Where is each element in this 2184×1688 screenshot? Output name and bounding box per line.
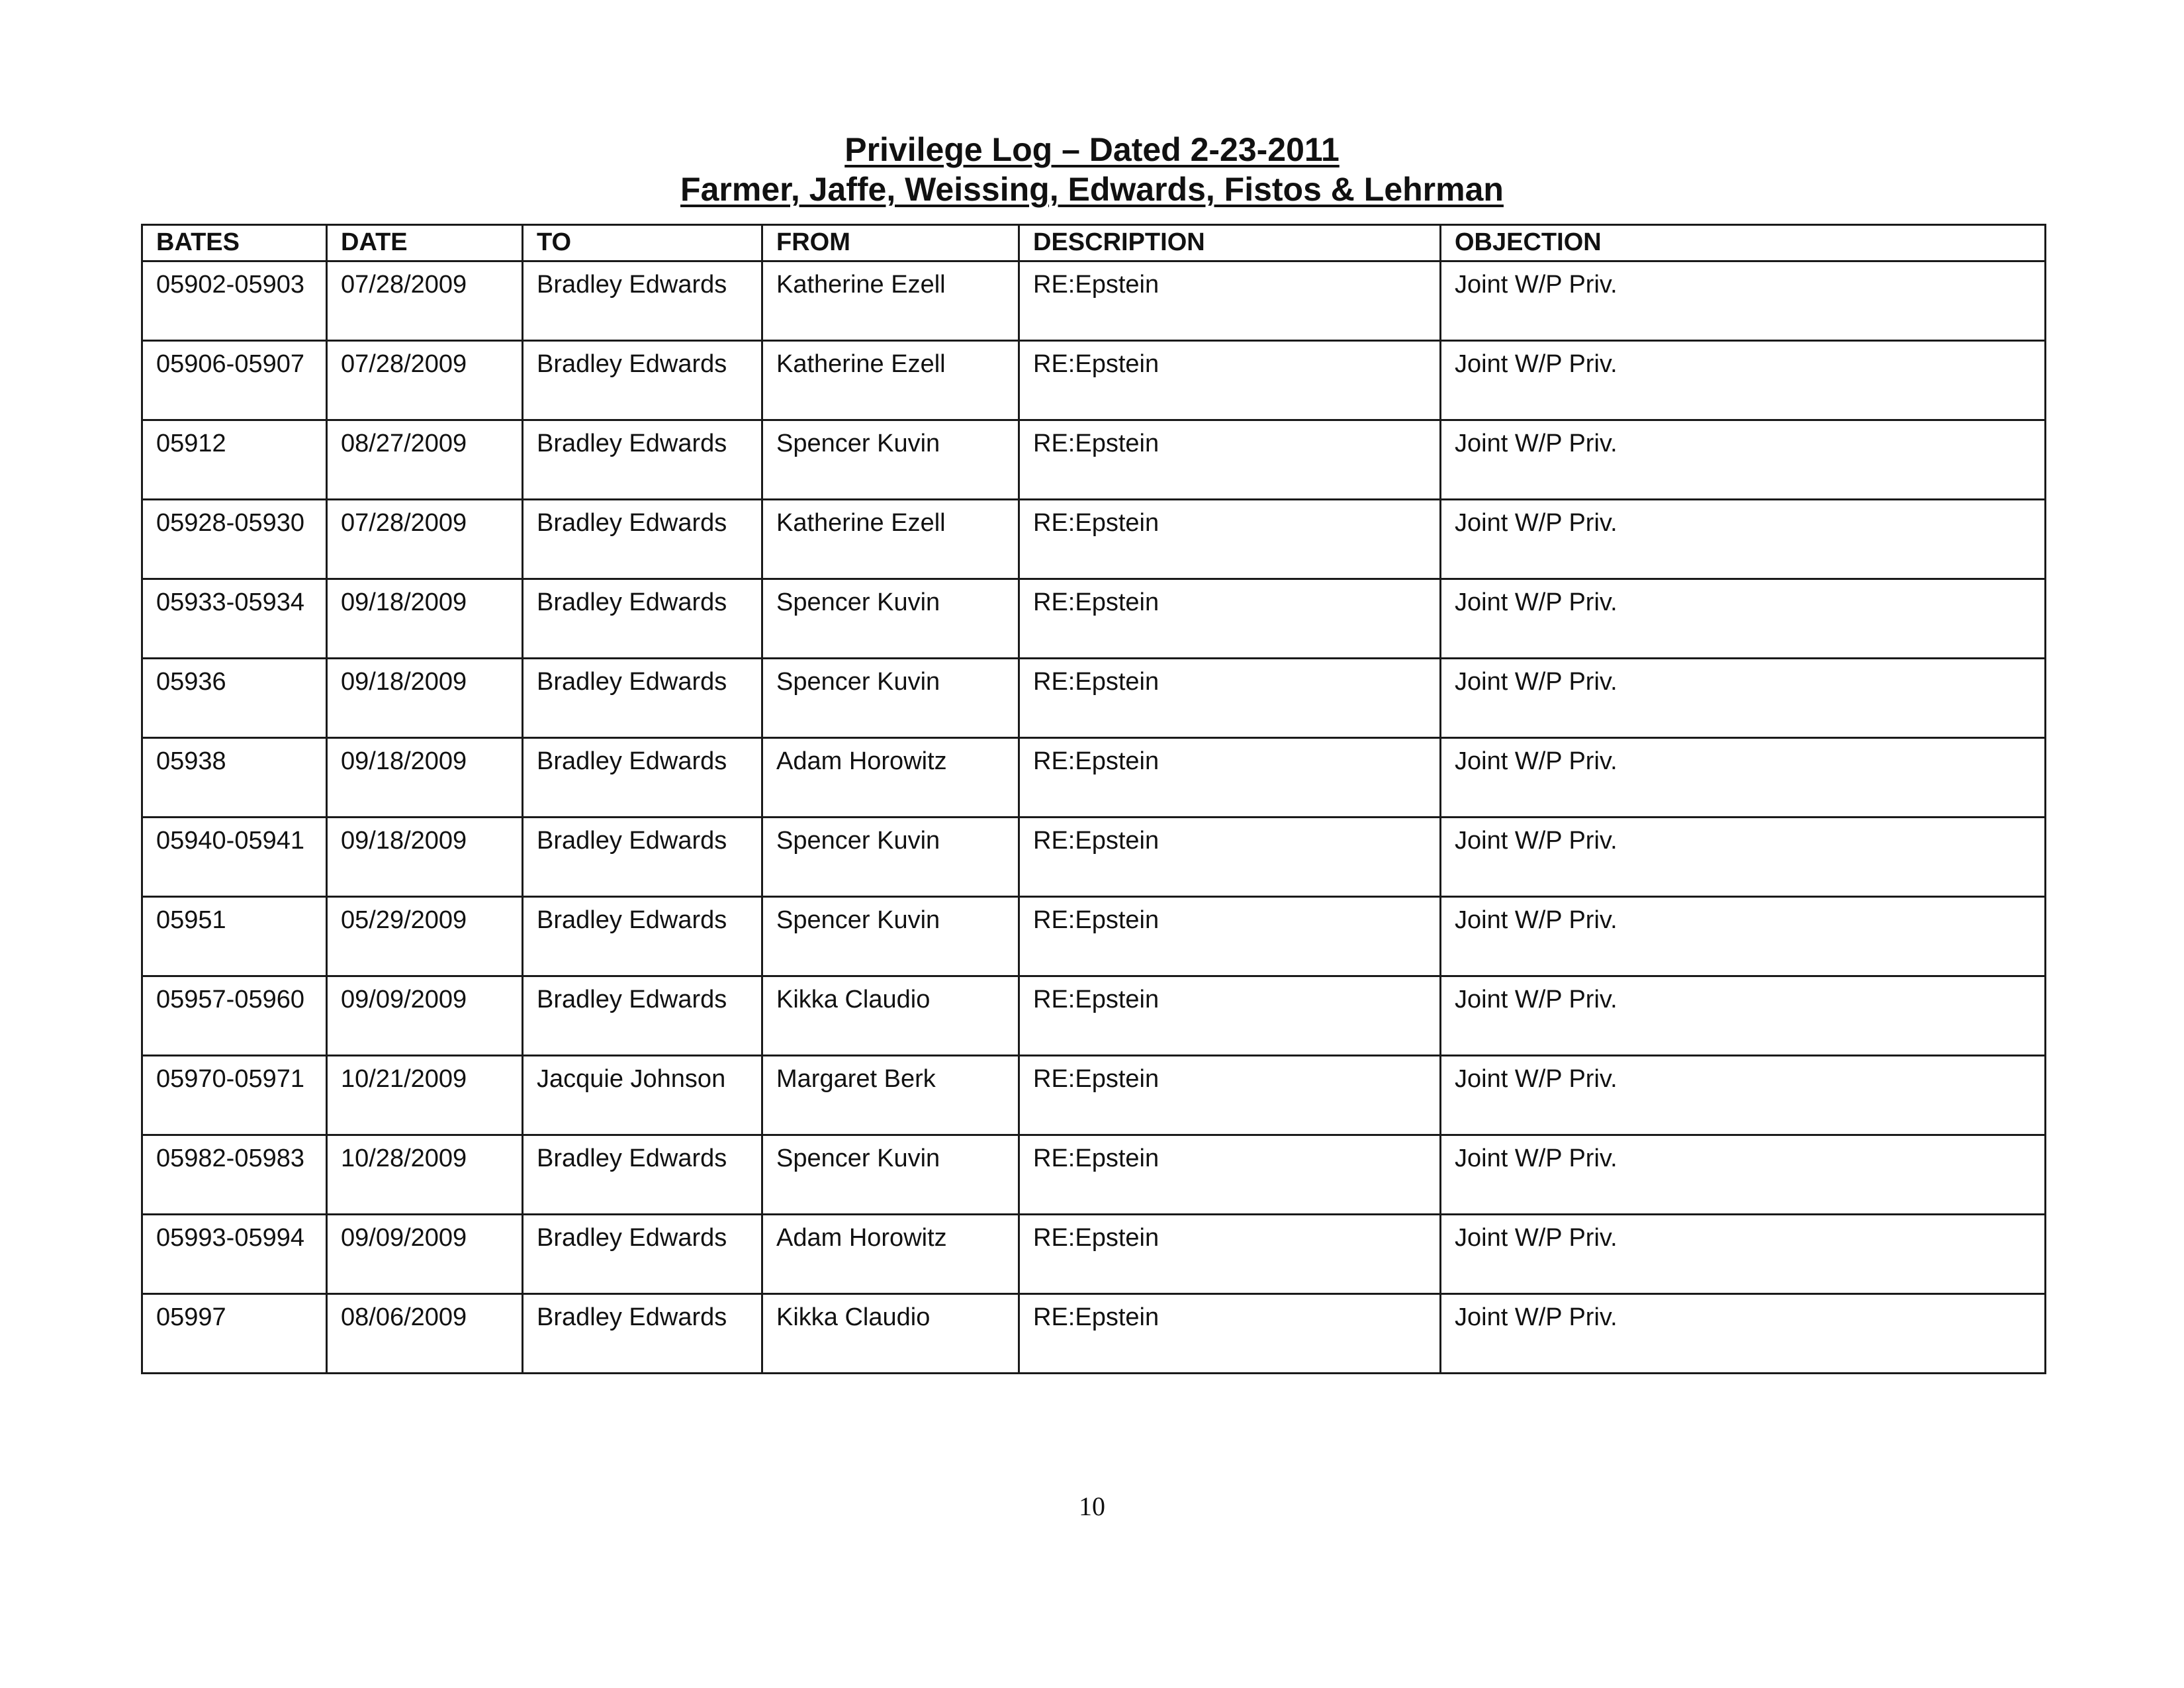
cell-from: Kikka Claudio bbox=[762, 976, 1019, 1056]
cell-description: RE:Epstein bbox=[1019, 1135, 1441, 1215]
table-row bbox=[142, 897, 2046, 976]
cell-objection: Joint W/P Priv. bbox=[1441, 1135, 2046, 1215]
cell-description: RE:Epstein bbox=[1019, 976, 1441, 1056]
document-subtitle-line bbox=[0, 169, 2184, 209]
cell-to: Bradley Edwards bbox=[523, 420, 762, 500]
cell-bates: 05957-05960 bbox=[142, 976, 327, 1056]
cell-description: RE:Epstein bbox=[1019, 341, 1441, 420]
cell-description: RE:Epstein bbox=[1019, 500, 1441, 579]
cell-bates: 05936 bbox=[142, 659, 327, 738]
column-header-from: FROM bbox=[762, 225, 1019, 261]
cell-to: Bradley Edwards bbox=[523, 1294, 762, 1374]
cell-to: Bradley Edwards bbox=[523, 579, 762, 659]
table-row bbox=[142, 420, 2046, 500]
cell-from: Spencer Kuvin bbox=[762, 420, 1019, 500]
cell-from: Katherine Ezell bbox=[762, 341, 1019, 420]
table-row bbox=[142, 1135, 2046, 1215]
column-header-bates: BATES bbox=[142, 225, 327, 261]
table-row bbox=[142, 818, 2046, 897]
cell-to: Bradley Edwards bbox=[523, 976, 762, 1056]
cell-date: 09/18/2009 bbox=[327, 818, 523, 897]
table-row bbox=[142, 1294, 2046, 1374]
cell-to: Bradley Edwards bbox=[523, 1215, 762, 1294]
cell-description: RE:Epstein bbox=[1019, 738, 1441, 818]
cell-date: 09/09/2009 bbox=[327, 1215, 523, 1294]
column-header-objection: OBJECTION bbox=[1441, 225, 2046, 261]
cell-date: 09/18/2009 bbox=[327, 738, 523, 818]
cell-bates: 05933-05934 bbox=[142, 579, 327, 659]
cell-from: Margaret Berk bbox=[762, 1056, 1019, 1135]
table-row bbox=[142, 500, 2046, 579]
cell-objection: Joint W/P Priv. bbox=[1441, 579, 2046, 659]
cell-description: RE:Epstein bbox=[1019, 659, 1441, 738]
cell-bates: 05912 bbox=[142, 420, 327, 500]
cell-objection: Joint W/P Priv. bbox=[1441, 818, 2046, 897]
cell-to: Bradley Edwards bbox=[523, 659, 762, 738]
cell-date: 08/06/2009 bbox=[327, 1294, 523, 1374]
cell-description: RE:Epstein bbox=[1019, 1056, 1441, 1135]
cell-from: Adam Horowitz bbox=[762, 1215, 1019, 1294]
cell-date: 08/27/2009 bbox=[327, 420, 523, 500]
cell-bates: 05928-05930 bbox=[142, 500, 327, 579]
cell-bates: 05906-05907 bbox=[142, 341, 327, 420]
cell-to: Bradley Edwards bbox=[523, 1135, 762, 1215]
table-header bbox=[142, 225, 2046, 261]
table-row bbox=[142, 659, 2046, 738]
cell-bates: 05902-05903 bbox=[142, 261, 327, 341]
cell-to: Bradley Edwards bbox=[523, 897, 762, 976]
cell-date: 07/28/2009 bbox=[327, 261, 523, 341]
column-header-date: DATE bbox=[327, 225, 523, 261]
document-title: Privilege Log – Dated 2-23-2011 bbox=[844, 131, 1340, 168]
document-subtitle: Farmer, Jaffe, Weissing, Edwards, Fistos & Lehrman bbox=[680, 171, 1504, 208]
cell-description: RE:Epstein bbox=[1019, 818, 1441, 897]
page-number: 10 bbox=[1079, 1491, 1105, 1521]
cell-description: RE:Epstein bbox=[1019, 897, 1441, 976]
document-title-line bbox=[0, 130, 2184, 169]
column-header-description: DESCRIPTION bbox=[1019, 225, 1441, 261]
cell-to: Bradley Edwards bbox=[523, 261, 762, 341]
cell-date: 05/29/2009 bbox=[327, 897, 523, 976]
cell-bates: 05951 bbox=[142, 897, 327, 976]
cell-from: Adam Horowitz bbox=[762, 738, 1019, 818]
cell-objection: Joint W/P Priv. bbox=[1441, 1056, 2046, 1135]
cell-from: Spencer Kuvin bbox=[762, 897, 1019, 976]
table-row bbox=[142, 579, 2046, 659]
privilege-log-table bbox=[141, 224, 2046, 1374]
cell-description: RE:Epstein bbox=[1019, 579, 1441, 659]
cell-to: Bradley Edwards bbox=[523, 738, 762, 818]
cell-description: RE:Epstein bbox=[1019, 1294, 1441, 1374]
table-row bbox=[142, 261, 2046, 341]
cell-to: Jacquie Johnson bbox=[523, 1056, 762, 1135]
cell-objection: Joint W/P Priv. bbox=[1441, 1294, 2046, 1374]
cell-to: Bradley Edwards bbox=[523, 818, 762, 897]
table-row bbox=[142, 1215, 2046, 1294]
cell-description: RE:Epstein bbox=[1019, 261, 1441, 341]
cell-objection: Joint W/P Priv. bbox=[1441, 341, 2046, 420]
cell-bates: 05938 bbox=[142, 738, 327, 818]
cell-objection: Joint W/P Priv. bbox=[1441, 261, 2046, 341]
cell-objection: Joint W/P Priv. bbox=[1441, 420, 2046, 500]
cell-description: RE:Epstein bbox=[1019, 1215, 1441, 1294]
cell-date: 09/18/2009 bbox=[327, 579, 523, 659]
cell-date: 07/28/2009 bbox=[327, 341, 523, 420]
cell-from: Katherine Ezell bbox=[762, 261, 1019, 341]
table-row bbox=[142, 1056, 2046, 1135]
cell-objection: Joint W/P Priv. bbox=[1441, 738, 2046, 818]
cell-from: Spencer Kuvin bbox=[762, 579, 1019, 659]
document-header bbox=[0, 130, 2184, 209]
cell-objection: Joint W/P Priv. bbox=[1441, 500, 2046, 579]
cell-objection: Joint W/P Priv. bbox=[1441, 897, 2046, 976]
cell-from: Spencer Kuvin bbox=[762, 1135, 1019, 1215]
cell-date: 07/28/2009 bbox=[327, 500, 523, 579]
table-row bbox=[142, 976, 2046, 1056]
cell-objection: Joint W/P Priv. bbox=[1441, 1215, 2046, 1294]
cell-from: Kikka Claudio bbox=[762, 1294, 1019, 1374]
cell-date: 09/18/2009 bbox=[327, 659, 523, 738]
cell-from: Spencer Kuvin bbox=[762, 659, 1019, 738]
cell-from: Katherine Ezell bbox=[762, 500, 1019, 579]
cell-from: Spencer Kuvin bbox=[762, 818, 1019, 897]
cell-date: 10/21/2009 bbox=[327, 1056, 523, 1135]
cell-date: 10/28/2009 bbox=[327, 1135, 523, 1215]
column-header-to: TO bbox=[523, 225, 762, 261]
table-header-row bbox=[142, 225, 2046, 261]
cell-objection: Joint W/P Priv. bbox=[1441, 659, 2046, 738]
cell-to: Bradley Edwards bbox=[523, 500, 762, 579]
table-row bbox=[142, 738, 2046, 818]
cell-to: Bradley Edwards bbox=[523, 341, 762, 420]
cell-bates: 05997 bbox=[142, 1294, 327, 1374]
table-body bbox=[142, 261, 2046, 1374]
cell-bates: 05970-05971 bbox=[142, 1056, 327, 1135]
cell-bates: 05982-05983 bbox=[142, 1135, 327, 1215]
cell-bates: 05993-05994 bbox=[142, 1215, 327, 1294]
table-row bbox=[142, 341, 2046, 420]
cell-bates: 05940-05941 bbox=[142, 818, 327, 897]
cell-date: 09/09/2009 bbox=[327, 976, 523, 1056]
cell-objection: Joint W/P Priv. bbox=[1441, 976, 2046, 1056]
cell-description: RE:Epstein bbox=[1019, 420, 1441, 500]
